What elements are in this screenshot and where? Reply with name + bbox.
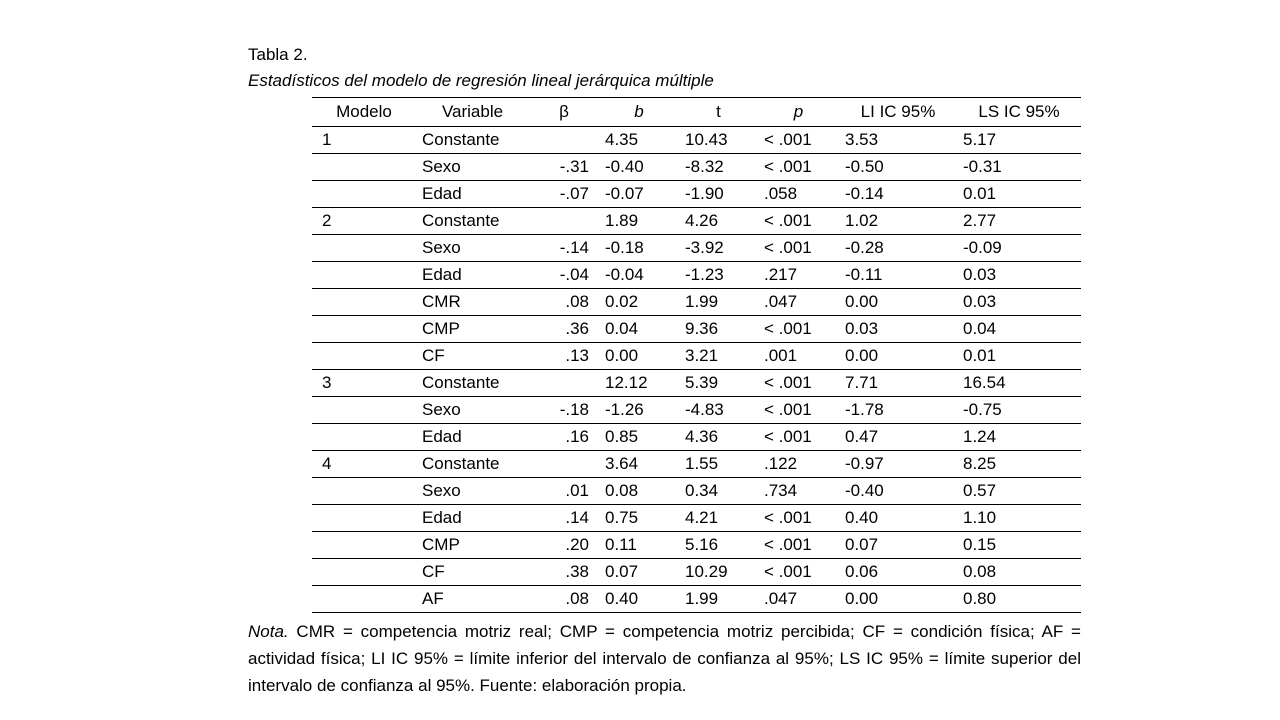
cell-variable: Sexo [416, 397, 529, 424]
cell-b: -0.40 [599, 154, 679, 181]
cell-ls-ic: 1.10 [957, 505, 1081, 532]
cell-t: -1.23 [679, 262, 758, 289]
cell-ls-ic: 0.01 [957, 343, 1081, 370]
cell-p: < .001 [758, 154, 839, 181]
cell-beta: .08 [529, 586, 599, 613]
cell-p: .047 [758, 586, 839, 613]
cell-beta: .20 [529, 532, 599, 559]
cell-variable: Constante [416, 208, 529, 235]
table-row [312, 127, 1081, 154]
cell-ls-ic: 0.03 [957, 289, 1081, 316]
header-p: p [758, 98, 839, 127]
cell-p: < .001 [758, 127, 839, 154]
cell-li-ic: 0.00 [839, 586, 957, 613]
cell-beta [529, 127, 599, 154]
cell-modelo: 3 [312, 370, 416, 397]
cell-beta: .38 [529, 559, 599, 586]
cell-modelo [312, 505, 416, 532]
cell-variable: Constante [416, 127, 529, 154]
cell-beta: -.07 [529, 181, 599, 208]
cell-variable: CF [416, 343, 529, 370]
cell-modelo [312, 154, 416, 181]
cell-li-ic: 7.71 [839, 370, 957, 397]
cell-ls-ic: 0.15 [957, 532, 1081, 559]
cell-b: -0.18 [599, 235, 679, 262]
cell-li-ic: -0.97 [839, 451, 957, 478]
cell-p: < .001 [758, 208, 839, 235]
cell-t: -4.83 [679, 397, 758, 424]
cell-beta: -.14 [529, 235, 599, 262]
cell-variable: Sexo [416, 478, 529, 505]
cell-modelo: 2 [312, 208, 416, 235]
cell-li-ic: 0.00 [839, 289, 957, 316]
cell-modelo [312, 262, 416, 289]
table-row [312, 208, 1081, 235]
cell-variable: Edad [416, 505, 529, 532]
table-caption-title: Tabla 2. [248, 45, 308, 64]
cell-b: -1.26 [599, 397, 679, 424]
cell-variable: Sexo [416, 235, 529, 262]
cell-t: 5.16 [679, 532, 758, 559]
cell-li-ic: -0.28 [839, 235, 957, 262]
cell-variable: CF [416, 559, 529, 586]
table-row [312, 451, 1081, 478]
cell-p: .058 [758, 181, 839, 208]
cell-b: 4.35 [599, 127, 679, 154]
cell-beta: .08 [529, 289, 599, 316]
table-row [312, 235, 1081, 262]
cell-li-ic: 0.07 [839, 532, 957, 559]
cell-modelo [312, 181, 416, 208]
cell-b: 0.75 [599, 505, 679, 532]
cell-ls-ic: 0.80 [957, 586, 1081, 613]
cell-li-ic: 0.06 [839, 559, 957, 586]
cell-p: < .001 [758, 316, 839, 343]
cell-p: < .001 [758, 424, 839, 451]
cell-li-ic: 3.53 [839, 127, 957, 154]
cell-ls-ic: 8.25 [957, 451, 1081, 478]
cell-beta [529, 451, 599, 478]
cell-b: 0.02 [599, 289, 679, 316]
cell-b: 0.07 [599, 559, 679, 586]
cell-beta: .14 [529, 505, 599, 532]
cell-t: 0.34 [679, 478, 758, 505]
cell-variable: CMP [416, 316, 529, 343]
cell-ls-ic: 2.77 [957, 208, 1081, 235]
cell-b: -0.04 [599, 262, 679, 289]
cell-modelo [312, 586, 416, 613]
table-row [312, 370, 1081, 397]
cell-ls-ic: 0.03 [957, 262, 1081, 289]
cell-t: 10.43 [679, 127, 758, 154]
table-row [312, 532, 1081, 559]
cell-p: < .001 [758, 397, 839, 424]
header-t: t [679, 98, 758, 127]
cell-p: < .001 [758, 559, 839, 586]
table-header-row [312, 98, 1081, 127]
note-label: Nota. [248, 622, 289, 641]
header-ls-ic: LS IC 95% [957, 98, 1081, 127]
cell-li-ic: 0.03 [839, 316, 957, 343]
cell-beta: .36 [529, 316, 599, 343]
table-row [312, 397, 1081, 424]
cell-ls-ic: 1.24 [957, 424, 1081, 451]
cell-p: < .001 [758, 532, 839, 559]
table-row [312, 316, 1081, 343]
cell-p: .734 [758, 478, 839, 505]
table-row [312, 586, 1081, 613]
cell-variable: Edad [416, 181, 529, 208]
cell-t: 1.99 [679, 586, 758, 613]
regression-table-container [312, 97, 1081, 613]
cell-b: 0.04 [599, 316, 679, 343]
cell-b: 0.11 [599, 532, 679, 559]
cell-beta: -.18 [529, 397, 599, 424]
cell-b: 0.40 [599, 586, 679, 613]
cell-beta: .13 [529, 343, 599, 370]
cell-li-ic: 1.02 [839, 208, 957, 235]
cell-modelo [312, 478, 416, 505]
cell-ls-ic: -0.09 [957, 235, 1081, 262]
cell-li-ic: 0.47 [839, 424, 957, 451]
cell-li-ic: 0.40 [839, 505, 957, 532]
cell-t: 4.26 [679, 208, 758, 235]
cell-modelo [312, 532, 416, 559]
cell-variable: Edad [416, 424, 529, 451]
cell-ls-ic: 5.17 [957, 127, 1081, 154]
cell-b: 3.64 [599, 451, 679, 478]
cell-variable: CMP [416, 532, 529, 559]
cell-p: .047 [758, 289, 839, 316]
cell-beta [529, 370, 599, 397]
cell-variable: Edad [416, 262, 529, 289]
cell-b: 12.12 [599, 370, 679, 397]
cell-t: 9.36 [679, 316, 758, 343]
header-variable: Variable [416, 98, 529, 127]
cell-t: -3.92 [679, 235, 758, 262]
cell-ls-ic: 0.01 [957, 181, 1081, 208]
cell-b: 0.00 [599, 343, 679, 370]
cell-modelo [312, 559, 416, 586]
header-beta: β [529, 98, 599, 127]
cell-b: 0.85 [599, 424, 679, 451]
table-row [312, 343, 1081, 370]
table-caption-subtitle: Estadísticos del modelo de regresión lineal jerárquica múltiple [248, 71, 714, 90]
cell-p: < .001 [758, 370, 839, 397]
cell-li-ic: -0.40 [839, 478, 957, 505]
cell-t: 5.39 [679, 370, 758, 397]
cell-li-ic: -0.14 [839, 181, 957, 208]
cell-variable: CMR [416, 289, 529, 316]
cell-modelo [312, 316, 416, 343]
cell-beta: .16 [529, 424, 599, 451]
cell-variable: AF [416, 586, 529, 613]
cell-t: 1.99 [679, 289, 758, 316]
table-row [312, 424, 1081, 451]
table-body [312, 127, 1081, 613]
cell-modelo: 1 [312, 127, 416, 154]
cell-t: 1.55 [679, 451, 758, 478]
cell-variable: Sexo [416, 154, 529, 181]
header-li-ic: LI IC 95% [839, 98, 957, 127]
cell-li-ic: 0.00 [839, 343, 957, 370]
cell-p: .001 [758, 343, 839, 370]
cell-p: < .001 [758, 505, 839, 532]
cell-modelo [312, 289, 416, 316]
cell-p: < .001 [758, 235, 839, 262]
note-text: CMR = competencia motriz real; CMP = competencia motriz percibida; CF = condición física; AF = actividad física; LI IC 95% = límite inferior del intervalo de confianza al 95%; LS IC 95% = límite superior del intervalo de confianza al 95%. Fuente: elaboración propia. [248, 622, 1081, 695]
cell-t: 4.21 [679, 505, 758, 532]
cell-li-ic: -0.11 [839, 262, 957, 289]
table-row [312, 559, 1081, 586]
cell-t: 4.36 [679, 424, 758, 451]
cell-b: 1.89 [599, 208, 679, 235]
cell-beta [529, 208, 599, 235]
cell-t: -8.32 [679, 154, 758, 181]
cell-ls-ic: 0.57 [957, 478, 1081, 505]
cell-modelo [312, 235, 416, 262]
cell-modelo [312, 343, 416, 370]
cell-modelo [312, 424, 416, 451]
cell-t: -1.90 [679, 181, 758, 208]
cell-modelo: 4 [312, 451, 416, 478]
header-b: b [599, 98, 679, 127]
cell-p: .122 [758, 451, 839, 478]
cell-ls-ic: 0.08 [957, 559, 1081, 586]
regression-table [312, 97, 1081, 613]
table-row [312, 154, 1081, 181]
table-row [312, 289, 1081, 316]
cell-variable: Constante [416, 370, 529, 397]
cell-ls-ic: 16.54 [957, 370, 1081, 397]
cell-ls-ic: -0.31 [957, 154, 1081, 181]
cell-beta: .01 [529, 478, 599, 505]
cell-t: 3.21 [679, 343, 758, 370]
cell-b: 0.08 [599, 478, 679, 505]
table-note [248, 618, 1081, 699]
cell-t: 10.29 [679, 559, 758, 586]
table-row [312, 181, 1081, 208]
cell-beta: -.04 [529, 262, 599, 289]
cell-li-ic: -0.50 [839, 154, 957, 181]
table-row [312, 505, 1081, 532]
cell-beta: -.31 [529, 154, 599, 181]
cell-modelo [312, 397, 416, 424]
cell-li-ic: -1.78 [839, 397, 957, 424]
header-modelo: Modelo [312, 98, 416, 127]
table-row [312, 262, 1081, 289]
cell-variable: Constante [416, 451, 529, 478]
cell-b: -0.07 [599, 181, 679, 208]
cell-ls-ic: -0.75 [957, 397, 1081, 424]
cell-p: .217 [758, 262, 839, 289]
table-row [312, 478, 1081, 505]
cell-ls-ic: 0.04 [957, 316, 1081, 343]
